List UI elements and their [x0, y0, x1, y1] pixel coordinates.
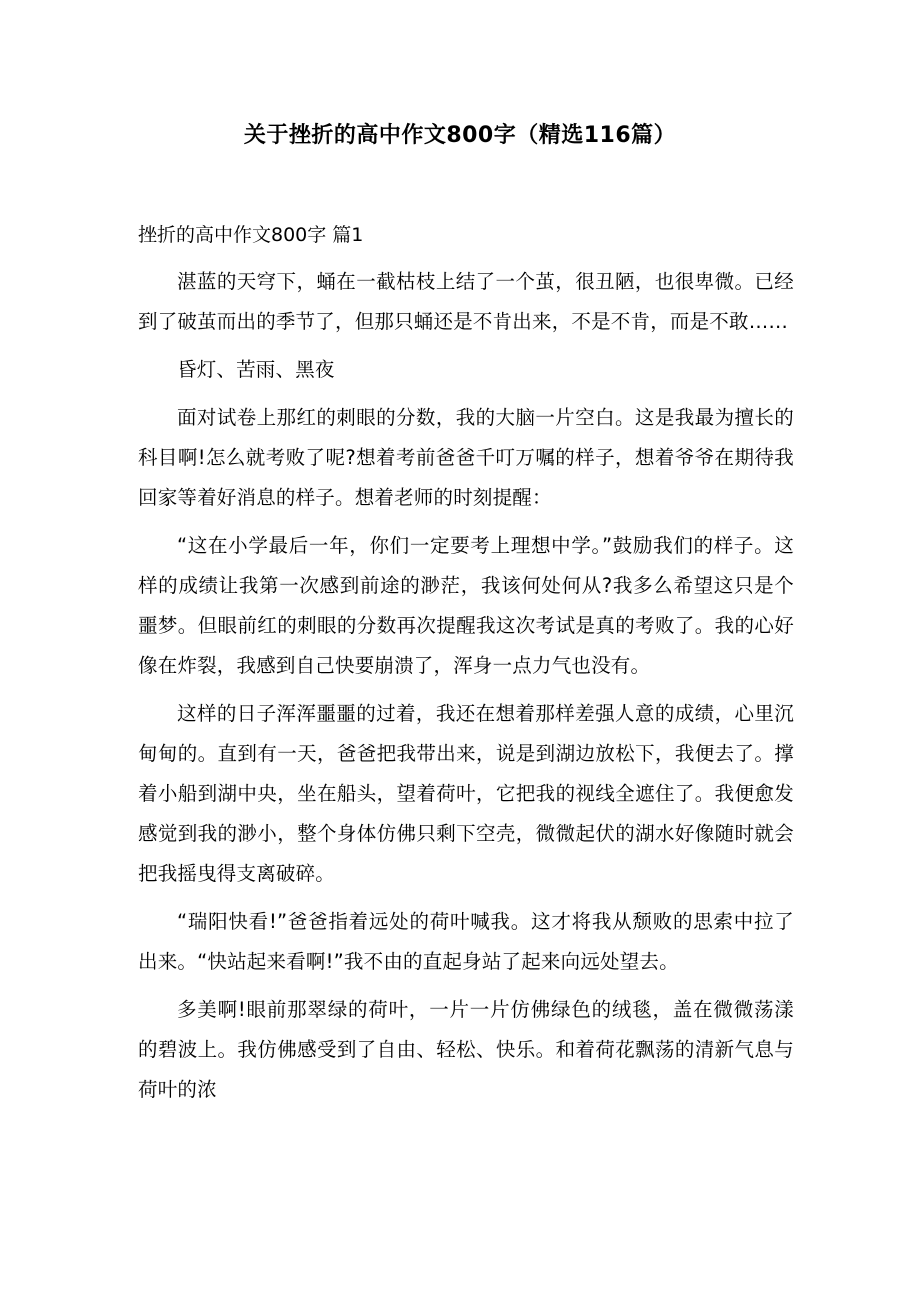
- paragraph-6: “瑞阳快看!”爸爸指着远处的荷叶喊我。这才将我从颓败的思索中拉了出来。“快站起来看啊!”我不由的直起身站了起来向远处望去。: [138, 910, 794, 973]
- paragraph-2: 昏灯、苦雨、黑夜: [177, 358, 335, 381]
- paragraph-1: 湛蓝的天穹下，蛹在一截枯枝上结了一个茧，很丑陋，也很卑微。已经到了破茧而出的季节了，但那只蛹还是不肯出来，不是不肯，而是不敢……: [138, 270, 794, 333]
- paragraph-4: “这在小学最后一年，你们一定要考上理想中学。”鼓励我们的样子。这样的成绩让我第一次感到前途的渺茫，我该何处何从?我多么希望这只是个噩梦。但眼前红的刺眼的分数再次提醒我这次考试是真的考败了。我的心好像在炸裂，我感到自己快要崩溃了，浑身一点力气也没有。: [138, 534, 794, 677]
- paragraph-5: 这样的日子浑浑噩噩的过着，我还在想着那样差强人意的成绩，心里沉甸甸的。直到有一天，爸爸把我带出来，说是到湖边放松下，我便去了。撑着小船到湖中央，坐在船头，望着荷叶，它把我的视线全遮住了。我便愈发感觉到我的渺小，整个身体仿佛只剩下空壳，微微起伏的湖水好像随时就会把我摇曳得支离破碎。: [138, 702, 794, 885]
- document-body: [138, 262, 794, 1110]
- section-heading: 挫折的高中作文800字 篇1: [138, 224, 364, 246]
- paragraph-7: 多美啊!眼前那翠绿的荷叶，一片一片仿佛绿色的绒毯，盖在微微荡漾的碧波上。我仿佛感受到了自由、轻松、快乐。和着荷花飘荡的清新气息与荷叶的浓: [138, 998, 794, 1101]
- document-title: 关于挫折的高中作文800字（精选116篇）: [243, 123, 677, 148]
- paragraph-3: 面对试卷上那红的刺眼的分数，我的大脑一片空白。这是我最为擅长的科目啊!怎么就考败了呢?想着考前爸爸千叮万嘱的样子，想着爷爷在期待我回家等着好消息的样子。想着老师的时刻提醒：: [138, 406, 794, 509]
